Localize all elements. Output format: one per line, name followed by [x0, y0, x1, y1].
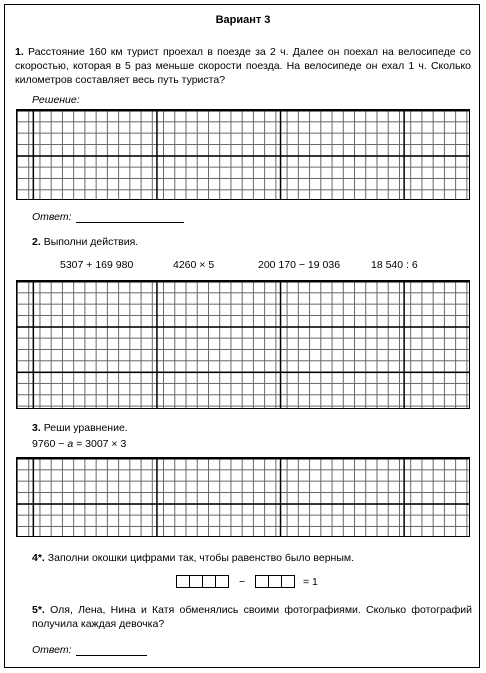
- task4-second-number-boxes: [255, 574, 294, 588]
- task1-answer-line[interactable]: [76, 222, 184, 223]
- task5-body: Оля, Лена, Нина и Катя обменялись своими фотографиями. Сколько фотографий получила каждая девочка?: [32, 604, 473, 630]
- page-title: Вариант 3: [215, 14, 271, 26]
- task3-equation-left: 9760 −: [32, 438, 68, 450]
- task4-body: Заполни окошки цифрами так, чтобы равенство было верным.: [47, 552, 355, 564]
- task1-body: Расстояние 160 км турист проехал в поезде за 2 ч. Далее он поехал на велосипеде со скоростью, которая в 5 раз меньше скорости поезда. На велосипеде он ехал 1 ч. Сколько километров составляет весь путь туриста?: [15, 46, 472, 86]
- digit-box[interactable]: [215, 575, 229, 588]
- task2-text: [32, 235, 138, 249]
- task5-answer-label: Ответ:: [32, 644, 72, 656]
- task4-number: 4*.: [32, 552, 45, 564]
- task2-expr2: 4260 × 5: [173, 259, 215, 271]
- task4-first-number-boxes: [176, 574, 228, 588]
- digit-box[interactable]: [176, 575, 190, 588]
- task1-text: [15, 45, 471, 87]
- task3-number: 3.: [32, 422, 41, 434]
- task3-body: Реши уравнение.: [43, 422, 128, 434]
- task1-solution-label: Решение:: [32, 94, 80, 106]
- task4-minus-sign: −: [239, 576, 246, 588]
- task5-number: 5*.: [32, 604, 45, 616]
- task4-equals: = 1: [303, 576, 318, 588]
- task2-expr3: 200 170 − 19 036: [258, 259, 341, 271]
- task3-equation-right: = 3007 × 3: [73, 438, 127, 450]
- task5-text: [32, 603, 472, 631]
- task3-work-grid[interactable]: [16, 457, 470, 537]
- digit-box[interactable]: [268, 575, 282, 588]
- task4-text: [32, 551, 354, 565]
- task2-number: 2.: [32, 236, 41, 248]
- task1-number: 1.: [15, 46, 24, 58]
- task2-expr4: 18 540 : 6: [371, 259, 418, 271]
- task3-equation: [32, 437, 126, 451]
- task3-text: [32, 421, 128, 435]
- task2-body: Выполни действия.: [43, 236, 139, 248]
- task1-answer-label: Ответ:: [32, 211, 72, 223]
- task2-expr1: 5307 + 169 980: [60, 259, 134, 271]
- digit-box[interactable]: [255, 575, 269, 588]
- digit-box[interactable]: [189, 575, 203, 588]
- task2-work-grid[interactable]: [16, 280, 470, 409]
- task1-solution-grid[interactable]: [16, 109, 470, 200]
- task3-equation-var: a: [67, 438, 74, 450]
- digit-box[interactable]: [281, 575, 295, 588]
- task5-answer-line[interactable]: [76, 655, 147, 656]
- digit-box[interactable]: [202, 575, 216, 588]
